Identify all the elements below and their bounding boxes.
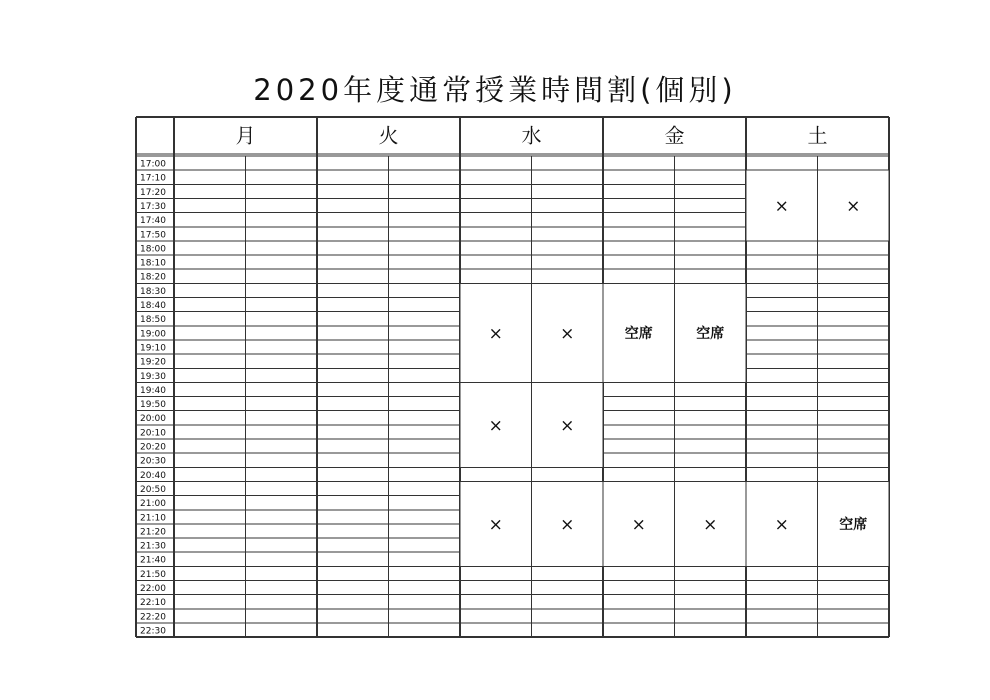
time-label: 21:50 — [140, 569, 166, 580]
time-label: 20:00 — [140, 414, 166, 425]
unavailable-mark: × — [488, 415, 503, 436]
time-label: 19:20 — [140, 357, 166, 368]
time-label: 17:00 — [140, 159, 166, 170]
unavailable-mark: × — [488, 514, 503, 535]
time-label: 20:20 — [140, 442, 166, 453]
time-label: 18:00 — [140, 244, 166, 255]
time-label: 20:30 — [140, 456, 166, 467]
time-label: 18:10 — [140, 258, 166, 269]
vacant-seat-label: 空席 — [624, 325, 653, 342]
time-label: 17:10 — [140, 173, 166, 184]
time-label: 19:40 — [140, 385, 166, 396]
time-label: 18:50 — [140, 315, 166, 326]
time-label: 22:30 — [140, 626, 166, 637]
time-label: 17:50 — [140, 230, 166, 241]
unavailable-mark: × — [703, 514, 718, 535]
time-label: 21:10 — [140, 513, 166, 524]
time-label: 17:20 — [140, 187, 166, 198]
time-label: 20:50 — [140, 484, 166, 495]
time-label: 21:00 — [140, 499, 166, 510]
time-label: 20:10 — [140, 428, 166, 439]
day-header-4: 土 — [807, 123, 828, 148]
unavailable-mark: × — [774, 196, 789, 217]
time-label: 20:40 — [140, 470, 166, 481]
vacant-seat-label: 空席 — [696, 325, 725, 342]
time-label: 18:40 — [140, 301, 166, 311]
time-label: 18:30 — [140, 286, 166, 297]
page-title: 2020年度通常授業時間割(個別) — [253, 73, 737, 107]
unavailable-mark: × — [846, 196, 861, 217]
time-label: 17:40 — [140, 216, 166, 227]
time-label: 21:30 — [140, 541, 166, 552]
time-label: 19:30 — [140, 371, 166, 382]
time-label: 18:20 — [140, 272, 166, 283]
unavailable-mark: × — [488, 323, 503, 344]
unavailable-mark: × — [560, 415, 575, 436]
unavailable-mark: × — [631, 514, 646, 535]
time-label: 22:00 — [140, 584, 166, 594]
time-label: 19:10 — [140, 343, 166, 354]
time-label: 21:40 — [140, 555, 166, 566]
unavailable-mark: × — [560, 323, 575, 344]
time-label: 21:20 — [140, 527, 166, 538]
day-header-2: 水 — [521, 123, 542, 148]
time-label: 19:50 — [140, 400, 166, 411]
day-header-1: 火 — [378, 123, 399, 148]
day-header-3: 金 — [664, 123, 685, 148]
time-label: 19:00 — [140, 329, 166, 340]
day-header-0: 月 — [235, 123, 256, 148]
vacant-seat-label: 空席 — [839, 516, 868, 533]
time-label: 22:20 — [140, 612, 166, 623]
unavailable-mark: × — [774, 514, 789, 535]
time-label: 17:30 — [140, 201, 166, 212]
time-label: 22:10 — [140, 598, 166, 609]
unavailable-mark: × — [560, 514, 575, 535]
